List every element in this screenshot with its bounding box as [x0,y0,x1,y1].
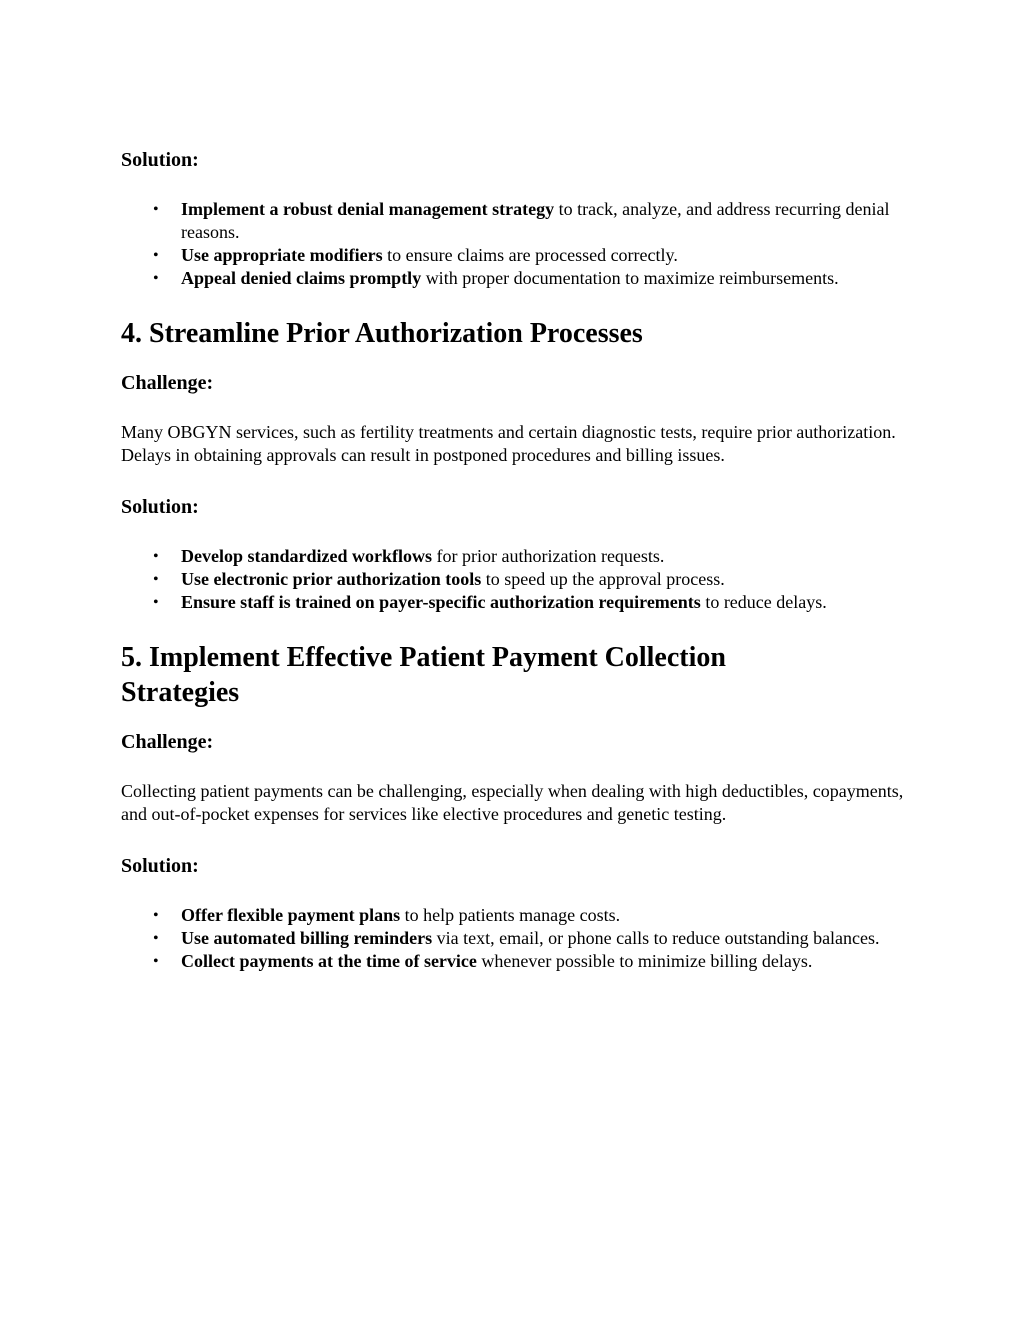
solution-heading: Solution: [121,855,199,877]
item-bold-text: Use appropriate modifiers [181,245,383,265]
bullet-icon: • [153,548,159,565]
item-text: to reduce delays. [700,592,827,612]
list-item [153,950,921,973]
item-text: for prior authorization requests. [432,546,665,566]
item-text: to help patients manage costs. [400,905,621,925]
bullet-icon: • [153,930,159,947]
bullet-icon: • [153,594,159,611]
list-item [153,198,921,244]
section-title: 4. Streamline Prior Authorization Processes [121,318,643,349]
item-bold-text: Appeal denied claims promptly [181,268,422,288]
item-bold-text: Collect payments at the time of service [181,951,477,971]
bullet-icon: • [153,953,159,970]
item-bold-text: Offer flexible payment plans [181,905,401,925]
item-bold-text: Use electronic prior authorization tools [181,569,482,589]
item-text: to track, analyze, and address recurring denial reasons. [181,199,890,242]
list-item [153,244,921,267]
bullet-icon: • [153,247,159,264]
bullet-icon: • [153,571,159,588]
item-text: via text, email, or phone calls to reduce outstanding balances. [432,928,880,948]
list-item [153,267,921,290]
challenge-heading: Challenge: [121,372,214,394]
item-text: with proper documentation to maximize reimbursements. [421,268,839,288]
solution-heading: Solution: [121,496,199,518]
bullet-icon: • [153,907,159,924]
solution-list [121,904,921,973]
list-item [153,591,921,614]
bullet-icon: • [153,201,159,218]
challenge-text: Collecting patient payments can be challenging, especially when dealing with high deductibles, copayments, and out-of-pocket expenses for services like elective procedures and genetic testing. [121,781,904,824]
item-bold-text: Implement a robust denial management strategy [181,199,555,219]
challenge-text: Many OBGYN services, such as fertility treatments and certain diagnostic tests, require prior authorization. Delays in obtaining approvals can result in postponed procedures and billing issues. [121,422,896,465]
section-title: 5. Implement Effective Patient Payment Collection Strategies [121,642,726,708]
item-text: whenever possible to minimize billing delays. [476,951,813,971]
solution-list [121,545,921,614]
item-bold-text: Develop standardized workflows [181,546,432,566]
challenge-heading: Challenge: [121,731,214,753]
list-item [153,904,921,927]
item-text: to ensure claims are processed correctly. [382,245,678,265]
solution-list [121,198,921,290]
item-bold-text: Ensure staff is trained on payer-specific authorization requirements [181,592,701,612]
document-page [121,146,921,973]
bullet-icon: • [153,270,159,287]
solution-heading: Solution: [121,149,199,171]
item-text: to speed up the approval process. [481,569,725,589]
list-item [153,545,921,568]
list-item [153,568,921,591]
list-item [153,927,921,950]
item-bold-text: Use automated billing reminders [181,928,433,948]
